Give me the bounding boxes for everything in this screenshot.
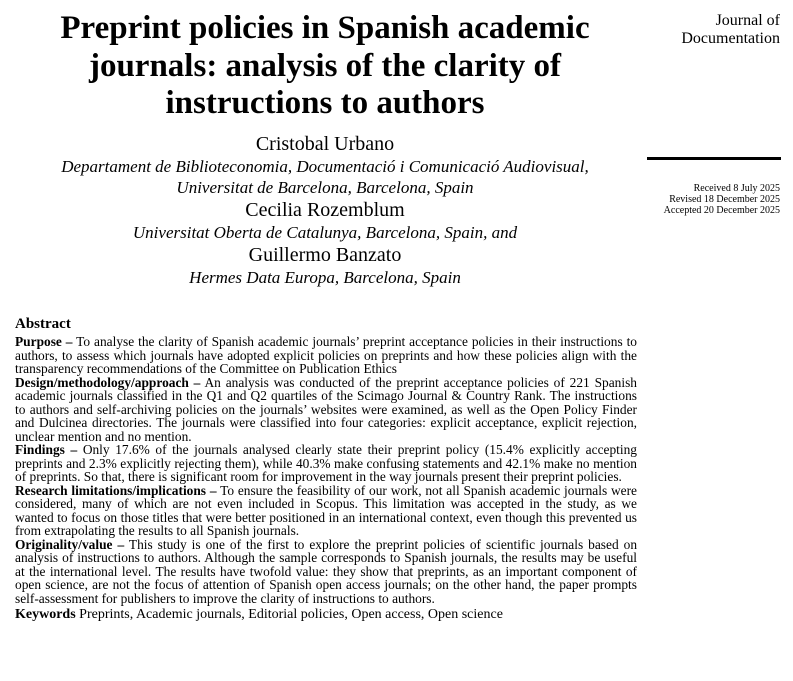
author-name-3: Guillermo Banzato [248, 244, 402, 266]
abstract-limitations [15, 484, 637, 538]
author-affiliation-2: Universitat Oberta de Catalunya, Barcelona, Spain, and [132, 223, 518, 242]
abstract-originality [15, 538, 637, 606]
limitations-label: Research limitations/implications – [15, 482, 217, 498]
author-block [10, 132, 640, 288]
paper-title: Preprint policies in Spanish academic journals: analysis of the clarity of instructions to authors [60, 10, 590, 121]
author-affiliation-3: Hermes Data Europa, Barcelona, Spain [189, 268, 461, 287]
author-name-1: Cristobal Urbano [255, 133, 395, 155]
design-text: An analysis was conducted of the preprint acceptance policies of 221 Spanish academic journals classified in the Q1 and Q2 quartiles of the Scimago Journal & Country Rank. The instructions to authors and self-archiving policies on the journals’ websites were examined, as well as the Open Policy Finder and Dulcinea directories. The journals were classified into four categories: explicit acceptance, explicit rejection, unclear mention and no mention. [15, 374, 637, 444]
purpose-text: To analyse the clarity of Spanish academic journals’ preprint acceptance policies in their instructions to authors, to assess which journals have adopted explicit policies on preprints and how these policies align with the transparency recommendations of the Committee on Publication Ethics [15, 334, 637, 376]
abstract [15, 315, 637, 623]
findings-label: Findings – [15, 442, 78, 457]
received-date: Received 8 July 2025 [693, 183, 780, 194]
abstract-design [15, 376, 637, 444]
author-name-2: Cecilia Rozemblum [245, 199, 405, 221]
keywords [15, 607, 637, 623]
originality-text: This study is one of the first to explore the preprint policies of scientific journals based on analysis of instructions to authors. Although the sample corresponds to Spanish journals, the results may be useful at the international level. The results have twofold value: they show that preprints, as an important component of open science, are not the focus of attention of Spanish open access journals; on the other hand, the paper prompts self-assessment for publishers to improve the clarity of instructions to authors. [15, 536, 638, 606]
purpose-label: Purpose – [15, 334, 73, 349]
keywords-text: Preprints, Academic journals, Editorial policies, Open access, Open science [79, 607, 503, 622]
revised-date: Revised 18 December 2025 [669, 194, 780, 205]
journal-name: Journal of Documentation [681, 12, 780, 47]
author-affiliation-1b: Universitat de Barcelona, Barcelona, Spain [176, 178, 474, 197]
design-label: Design/methodology/approach – [15, 374, 201, 390]
abstract-purpose [15, 335, 637, 376]
article-dates [640, 183, 780, 216]
author-affiliation-1a: Departament de Biblioteconomia, Documentació i Comunicació Audiovisual, [61, 157, 589, 176]
findings-text: Only 17.6% of the journals analysed clearly state their preprint policy (15.4% explicitly accepting preprints and 2.3% explicitly rejecting them), while 40.3% make confusing statements and 42.1% make no mention of preprints. So that, there is significant room for improvement in the way journals present their preprint policies. [15, 442, 637, 484]
abstract-heading: Abstract [15, 316, 71, 332]
header-rule [647, 157, 781, 160]
keywords-label: Keywords [15, 607, 76, 622]
accepted-date: Accepted 20 December 2025 [663, 205, 780, 216]
originality-label: Originality/value – [15, 536, 125, 552]
limitations-text: To ensure the feasibility of our work, not all Spanish academic journals were considered, many of which are not even included in Scopus. This limitation was accepted in the study, as we wanted to focus on those titles that were better positioned in an international context, even though this prevented us from extrapolating the results to all Spanish journals. [15, 482, 637, 538]
abstract-findings [15, 443, 637, 484]
